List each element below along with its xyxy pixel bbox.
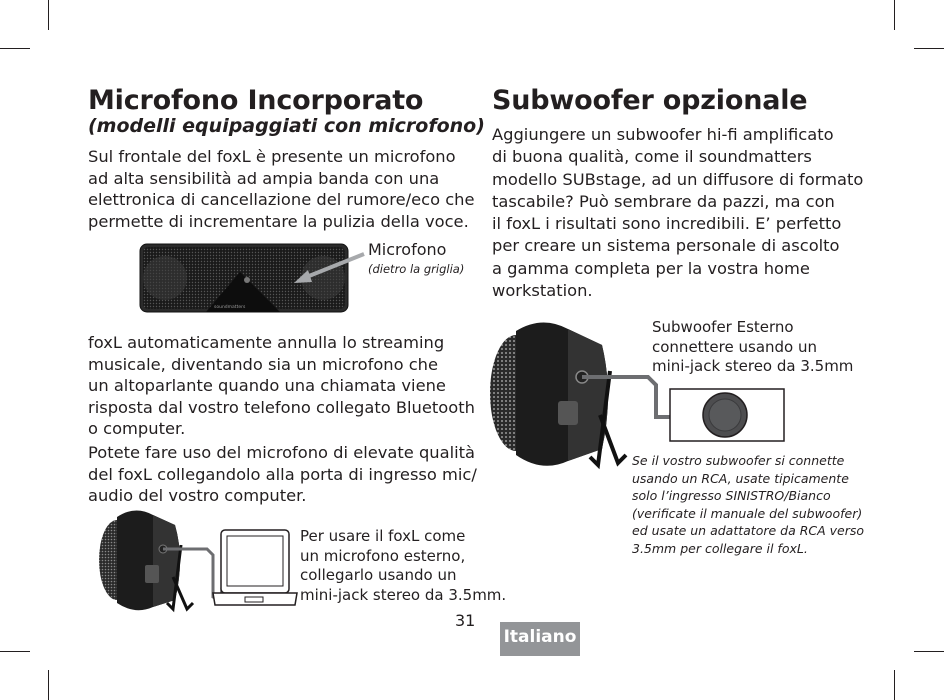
text-line: (verificate il manuale del subwoofer) <box>632 505 863 521</box>
text-line: ad alta sensibilità ad ampia banda con una <box>88 168 440 188</box>
text-line: di buona qualità, come il soundmatters <box>492 147 812 167</box>
text-line: un microfono esterno, <box>300 546 466 565</box>
subwoofer-section-title: Subwoofer opzionale <box>492 85 808 116</box>
text-line: elettronica di cancellazione del rumore/eco che <box>88 190 475 210</box>
text-line: Sul frontale del foxL è presente un microfono <box>88 147 456 166</box>
text-line: usando un RCA, usate tipicamente <box>632 470 849 486</box>
subwoofer-intro-paragraph <box>492 124 863 302</box>
crop-mark <box>0 48 30 49</box>
text-line: tascabile? Può sembrare da pazzi, ma con <box>492 191 835 211</box>
microphone-intro-paragraph <box>88 146 475 232</box>
language-tab: Italiano <box>500 622 580 656</box>
text-line: 3.5mm per collegare il foxL. <box>632 540 808 556</box>
microphone-section-title: Microfono Incorporato <box>88 85 424 116</box>
text-line: risposta dal vostro telefono collegato Bluetooth <box>88 397 475 417</box>
text-line: Per usare il foxL come <box>300 527 466 545</box>
text-line: audio del vostro computer. <box>88 486 307 506</box>
text-line: Potete fare uso del microfono di elevate qualità <box>88 443 475 462</box>
crop-mark <box>914 48 944 49</box>
crop-mark <box>914 651 944 652</box>
speaker-brand-text: soundmatters <box>214 305 246 310</box>
microphone-section-subtitle: (modelli equipaggiati con microfono) <box>88 115 485 137</box>
text-line: collegarlo usando un <box>300 566 457 584</box>
text-line: connettere usando un <box>652 337 817 356</box>
microphone-computer-paragraph <box>88 442 477 507</box>
text-line: il foxL i risultati sono incredibili. E’ perfetto <box>492 214 842 234</box>
crop-mark <box>48 670 49 700</box>
crop-mark <box>894 0 895 30</box>
text-line: del foxL collegandolo alla porta di ingresso mic/ <box>88 464 477 484</box>
text-line: o computer. <box>88 419 186 439</box>
pointer-arrow <box>290 250 370 290</box>
text-line: Aggiungere un subwoofer hi-fi amplificato <box>492 125 834 144</box>
text-line: ed usate un adattatore da RCA verso <box>632 523 865 538</box>
microphone-label: Microfono <box>368 240 447 259</box>
page-number: 31 <box>455 611 476 630</box>
text-line: foxL automaticamente annulla lo streaming <box>88 333 445 352</box>
text-line: mini-jack stereo da 3.5mm. <box>300 585 507 604</box>
text-line: mini-jack stereo da 3.5mm <box>652 357 854 375</box>
crop-mark <box>0 651 30 652</box>
crop-mark <box>894 670 895 700</box>
text-line: musicale, diventando sia un microfono che <box>88 354 439 374</box>
microphone-connection-caption <box>300 527 506 605</box>
text-line: Subwoofer Esterno <box>652 318 794 336</box>
text-line: Se il vostro subwoofer si connette <box>632 453 845 468</box>
text-line: per creare un sistema personale di ascolto <box>492 236 840 256</box>
text-line: modello SUBstage, ad un diffusore di formato <box>492 169 864 189</box>
subwoofer-connection-caption <box>652 318 853 377</box>
subwoofer-rca-note <box>632 452 864 557</box>
text-line: solo l’ingresso SINISTRO/Bianco <box>632 488 831 503</box>
text-line: permette di incrementare la pulizia della voce. <box>88 211 469 231</box>
foxl-to-laptop-illustration <box>95 505 300 615</box>
text-line: workstation. <box>492 281 593 301</box>
text-line: a gamma completa per la vostra home <box>492 258 810 278</box>
crop-mark <box>48 0 49 30</box>
microphone-mute-paragraph <box>88 332 475 440</box>
microphone-location-note: (dietro la griglia) <box>368 262 465 276</box>
text-line: un altoparlante quando una chiamata viene <box>88 376 446 396</box>
